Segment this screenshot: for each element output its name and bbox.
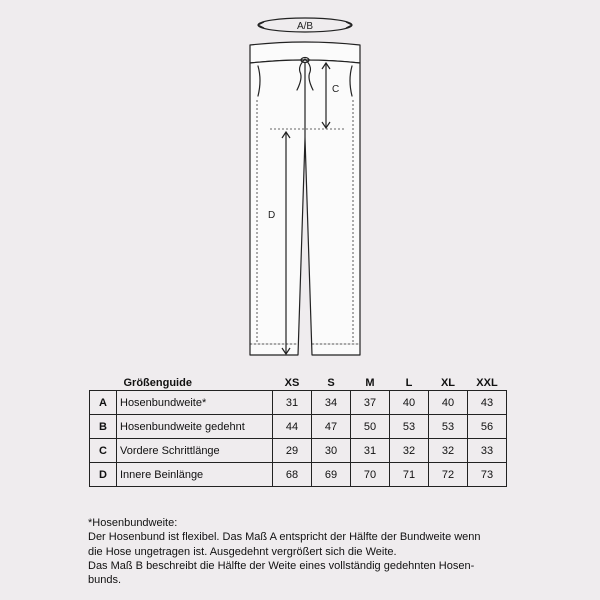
cell-value: 34	[312, 391, 351, 415]
row-letter: A	[90, 391, 117, 415]
size-header-xxl: XXL	[476, 376, 498, 389]
cell-value: 69	[312, 463, 351, 487]
cell-value: 53	[429, 415, 468, 439]
table-row	[90, 391, 507, 415]
size-header-s: S	[327, 376, 335, 389]
size-header-m: M	[365, 376, 375, 389]
size-header-l: L	[405, 376, 413, 389]
size-header-xl: XL	[440, 376, 456, 389]
cell-value: 40	[390, 391, 429, 415]
size-header-xs: XS	[284, 376, 300, 389]
row-label: Hosenbundweite gedehnt	[117, 415, 273, 439]
cell-value: 29	[273, 439, 312, 463]
row-letter: B	[90, 415, 117, 439]
cell-value: 44	[273, 415, 312, 439]
cell-value: 43	[468, 391, 507, 415]
cell-value: 37	[351, 391, 390, 415]
row-letter: D	[90, 463, 117, 487]
footnote-line: bunds.	[88, 574, 122, 587]
cell-value: 73	[468, 463, 507, 487]
cell-value: 72	[429, 463, 468, 487]
table-row	[90, 439, 507, 463]
footnote-line: die Hose ungetragen ist. Ausgedehnt vergrößert sich die Weite.	[88, 545, 397, 558]
cell-value: 40	[429, 391, 468, 415]
table-header-row	[90, 375, 507, 391]
row-label: Vordere Schrittlänge	[117, 439, 273, 463]
row-letter: C	[90, 439, 117, 463]
table-row	[90, 415, 507, 439]
cell-value: 71	[390, 463, 429, 487]
table-row	[90, 463, 507, 487]
footnote-heading: *Hosenbundweite:	[88, 517, 178, 529]
cell-value: 31	[273, 391, 312, 415]
cell-value: 53	[390, 415, 429, 439]
label-ab: A/B	[296, 21, 314, 32]
footnote	[88, 516, 528, 587]
cell-value: 32	[429, 439, 468, 463]
footnote-line: Der Hosenbund ist flexibel. Das Maß A entspricht der Hälfte der Bundweite wenn	[88, 531, 481, 544]
cell-value: 50	[351, 415, 390, 439]
label-c: C	[332, 84, 340, 95]
row-label: Innere Beinlänge	[117, 463, 273, 487]
cell-value: 68	[273, 463, 312, 487]
row-label: Hosenbundweite*	[117, 391, 273, 415]
cell-value: 31	[351, 439, 390, 463]
footnote-line: Das Maß B beschreibt die Hälfte der Weite eines vollständig gedehnten Hosen-	[88, 559, 475, 572]
cell-value: 32	[390, 439, 429, 463]
cell-value: 30	[312, 439, 351, 463]
label-d: D	[268, 210, 276, 221]
cell-value: 56	[468, 415, 507, 439]
cell-value: 33	[468, 439, 507, 463]
size-guide-table	[89, 375, 507, 487]
cell-value: 47	[312, 415, 351, 439]
cell-value: 70	[351, 463, 390, 487]
size-guide-title: Größenguide	[123, 376, 192, 389]
